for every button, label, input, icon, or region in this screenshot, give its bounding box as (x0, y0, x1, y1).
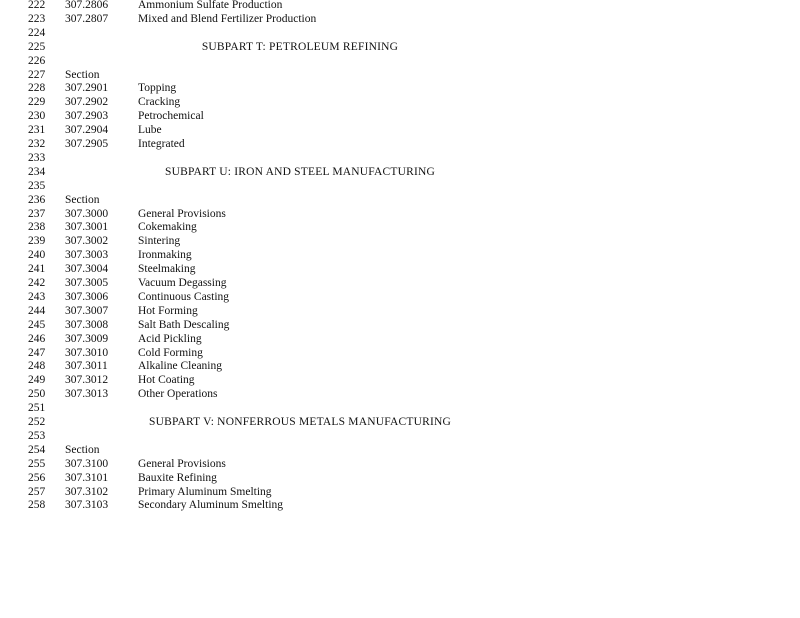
line-number: 249 (28, 374, 46, 387)
section-title: Cold Forming (138, 346, 203, 359)
line-number: 229 (28, 96, 46, 109)
line-row (0, 179, 800, 193)
line-number: 251 (28, 402, 46, 415)
section-number: 307.2901 (65, 82, 109, 95)
section-title: Mixed and Blend Fertilizer Production (138, 12, 317, 25)
line-row (0, 318, 800, 332)
section-number: 307.3002 (65, 235, 109, 248)
line-number: 227 (28, 68, 46, 81)
line-row (0, 54, 800, 68)
section-number: 307.3101 (65, 471, 109, 484)
section-number: 307.3100 (65, 457, 109, 470)
line-number: 239 (28, 235, 46, 248)
line-number: 235 (28, 179, 46, 192)
line-number: 224 (28, 26, 46, 39)
section-number: 307.3013 (65, 388, 109, 401)
line-row (0, 304, 800, 318)
line-row (0, 248, 800, 262)
line-number: 248 (28, 360, 46, 373)
line-row (0, 0, 800, 12)
line-row (0, 457, 800, 471)
line-number: 236 (28, 193, 46, 206)
section-title: Cracking (138, 96, 181, 109)
line-number: 241 (28, 263, 46, 276)
section-title: Sintering (138, 235, 181, 248)
line-number: 231 (28, 124, 46, 137)
line-number: 225 (28, 40, 46, 53)
line-number: 245 (28, 318, 46, 331)
section-title: Lube (138, 124, 162, 137)
line-row (0, 12, 800, 26)
line-row (0, 165, 800, 179)
line-row (0, 193, 800, 207)
section-title: Integrated (138, 138, 185, 150)
line-row (0, 81, 800, 95)
line-row (0, 332, 800, 346)
section-title: General Provisions (138, 457, 226, 470)
line-number: 226 (28, 54, 46, 67)
line-row (0, 220, 800, 234)
line-number: 250 (28, 388, 46, 401)
line-row (0, 415, 800, 429)
line-row (0, 373, 800, 387)
section-title: Topping (138, 82, 177, 95)
section-number: 307.3000 (65, 207, 109, 220)
section-number: 307.3007 (65, 304, 109, 317)
section-number: 307.2806 (65, 0, 109, 11)
line-number: 240 (28, 249, 46, 262)
section-title: Steelmaking (138, 263, 196, 276)
section-number: 307.3103 (65, 499, 109, 512)
section-title: Secondary Aluminum Smelting (138, 499, 284, 512)
line-number: 230 (28, 110, 46, 123)
line-row (0, 443, 800, 457)
line-row (0, 359, 800, 373)
section-title: Vacuum Degassing (138, 277, 227, 289)
line-number: 254 (28, 443, 46, 456)
line-row (0, 262, 800, 276)
section-number: 307.2904 (65, 124, 109, 137)
section-number: 307.3011 (65, 360, 108, 373)
line-number: 246 (28, 332, 46, 345)
line-number: 228 (28, 82, 46, 95)
section-title: Primary Aluminum Smelting (138, 485, 272, 498)
line-number: 244 (28, 304, 46, 317)
line-number: 238 (28, 221, 46, 234)
line-row (0, 26, 800, 40)
line-number: 222 (28, 0, 46, 11)
line-number: 247 (28, 346, 46, 359)
line-row (0, 401, 800, 415)
line-row (0, 471, 800, 485)
line-row (0, 123, 800, 137)
section-title: Continuous Casting (138, 290, 230, 303)
section-title: Cokemaking (138, 221, 197, 234)
section-number: 307.3012 (65, 374, 109, 387)
line-number: 233 (28, 151, 46, 164)
line-row (0, 290, 800, 304)
line-number: 258 (28, 499, 46, 512)
line-number: 243 (28, 290, 46, 303)
section-number: 307.2905 (65, 138, 109, 150)
line-row (0, 40, 800, 54)
section-title: Ammonium Sulfate Production (138, 0, 283, 11)
section-number: 307.3102 (65, 485, 109, 498)
line-number: 223 (28, 12, 46, 25)
section-number: 307.2903 (65, 110, 109, 123)
section-column-header: Section (65, 443, 100, 456)
line-row (0, 429, 800, 443)
line-row (0, 109, 800, 123)
section-title: Hot Coating (138, 374, 195, 387)
section-title: General Provisions (138, 207, 226, 220)
line-number: 234 (28, 165, 46, 178)
line-row (0, 387, 800, 401)
line-row (0, 346, 800, 360)
section-title: Petrochemical (138, 110, 204, 123)
subpart-heading: SUBPART U: IRON AND STEEL MANUFACTURING (164, 165, 436, 178)
line-number: 237 (28, 207, 46, 220)
section-number: 307.3009 (65, 332, 109, 345)
section-title: Acid Pickling (138, 332, 202, 345)
line-row (0, 68, 800, 82)
line-row (0, 276, 800, 290)
line-row (0, 137, 800, 151)
line-row (0, 151, 800, 165)
section-column-header: Section (65, 68, 100, 81)
section-title: Ironmaking (138, 249, 192, 262)
section-number: 307.2807 (65, 12, 109, 25)
section-number: 307.3006 (65, 290, 109, 303)
line-row (0, 485, 800, 499)
line-row (0, 95, 800, 109)
section-number: 307.3004 (65, 263, 109, 276)
section-title: Salt Bath Descaling (138, 318, 230, 331)
line-number: 252 (28, 416, 46, 428)
section-number: 307.3005 (65, 277, 109, 289)
line-number: 256 (28, 471, 46, 484)
section-number: 307.2902 (65, 96, 109, 109)
line-row (0, 498, 800, 512)
section-title: Hot Forming (138, 304, 198, 317)
line-row (0, 234, 800, 248)
section-number: 307.3008 (65, 318, 109, 331)
subpart-heading: SUBPART V: NONFERROUS METALS MANUFACTURING (148, 416, 451, 428)
section-number: 307.3001 (65, 221, 109, 234)
line-row (0, 207, 800, 221)
section-column-header: Section (65, 193, 100, 206)
line-number: 257 (28, 485, 46, 498)
line-number: 255 (28, 457, 46, 470)
section-number: 307.3010 (65, 346, 109, 359)
section-title: Alkaline Cleaning (138, 360, 222, 373)
line-number: 232 (28, 138, 46, 150)
line-number: 253 (28, 429, 46, 442)
line-number: 242 (28, 277, 46, 289)
subpart-heading: SUBPART T: PETROLEUM REFINING (201, 40, 399, 53)
section-title: Bauxite Refining (138, 471, 217, 484)
section-number: 307.3003 (65, 249, 109, 262)
section-title: Other Operations (138, 388, 218, 401)
